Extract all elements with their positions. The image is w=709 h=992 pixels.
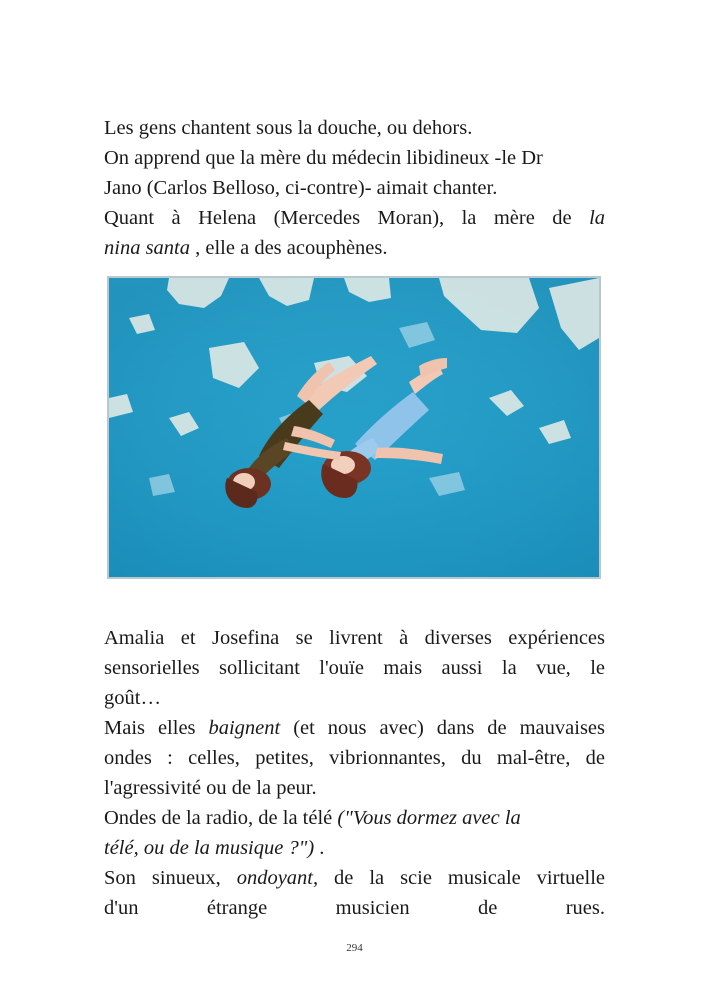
text-line: Les gens chantent sous la douche, ou dehors. <box>104 117 473 139</box>
text-span: de la scie musicale virtuelle <box>318 867 605 889</box>
text-line <box>104 833 605 863</box>
word: d'un <box>104 897 139 919</box>
italic-text: nina santa <box>104 237 190 259</box>
text-line: sensorielles sollicitant l'ouïe mais aussi la vue, le <box>104 657 605 679</box>
word: de <box>477 897 498 919</box>
text-span: (et nous avec) dans de mauvaises <box>280 717 605 739</box>
text-span: , elle a des acouphènes. <box>190 237 388 259</box>
text-line <box>104 203 605 233</box>
page-number: 294 <box>346 942 363 954</box>
text-line: Amalia et Josefina se livrent à diverses expériences <box>104 627 605 649</box>
text-line <box>104 803 614 833</box>
text-line: goût… <box>104 687 161 709</box>
text-span: Mais elles <box>104 717 209 739</box>
text-line: ondes : celles, petites, vibrionnantes, du mal-être, de <box>104 747 605 769</box>
pool-photo <box>107 276 601 579</box>
text-span: Son sinueux, <box>104 867 237 889</box>
text-line: l'agressivité ou de la peur. <box>104 777 317 799</box>
italic-text: la <box>589 207 606 229</box>
text-line <box>104 233 605 263</box>
word: rues. <box>565 897 605 919</box>
word: étrange <box>206 897 268 919</box>
word: musicien <box>335 897 410 919</box>
italic-text: ondoyant, <box>236 867 319 889</box>
text-line: Jano (Carlos Belloso, ci-contre)- aimait chanter. <box>104 177 498 199</box>
text-line <box>104 893 605 923</box>
text-span: . <box>314 837 325 859</box>
italic-text: baignent <box>208 717 281 739</box>
text-line: On apprend que la mère du médecin libidineux -le Dr <box>104 147 543 169</box>
text-span: Quant à Helena (Mercedes Moran), la mère de <box>104 207 572 229</box>
text-line <box>104 713 605 743</box>
text-span: Ondes de la radio, de la télé <box>104 807 338 829</box>
italic-text: télé, ou de la musique ?") <box>104 837 315 859</box>
text-line <box>104 863 605 893</box>
italic-text: ("Vous dormez avec la <box>337 807 521 829</box>
